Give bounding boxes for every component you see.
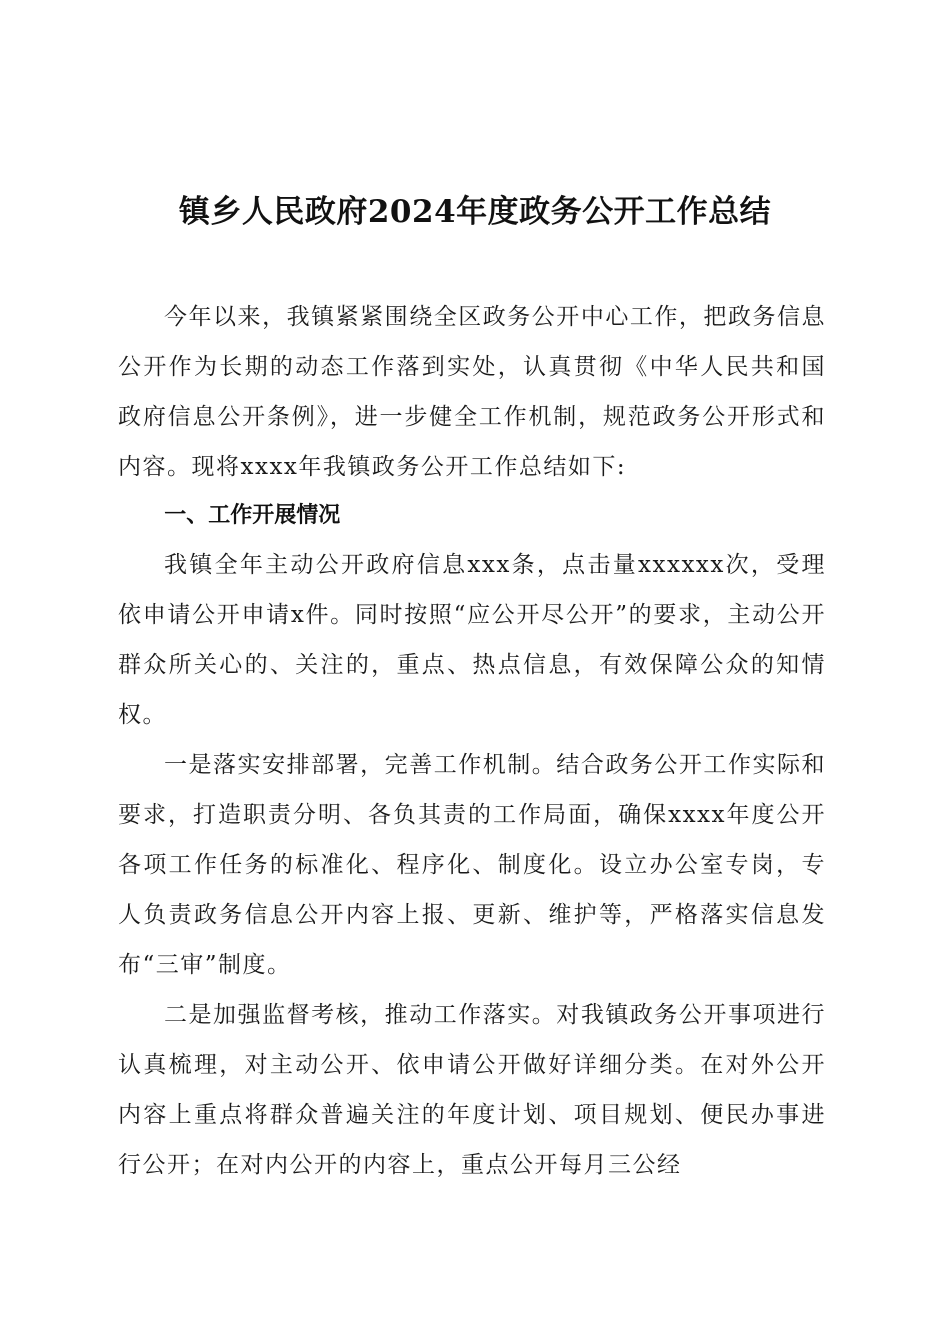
intro-paragraph: 今年以来，我镇紧紧围绕全区政务公开中心工作，把政务信息公开作为长期的动态工作落到实处，认真贯彻《中华人民共和国政府信息公开条例》，进一步健全工作机制，规范政务公开形式和内容。现将xxxx年我镇政务公开工作总结如下: bbox=[118, 304, 826, 480]
document-title: 镇乡人民政府2024年度政务公开工作总结 bbox=[178, 194, 772, 230]
section-paragraph: 一是落实安排部署，完善工作机制。结合政务公开工作实际和要求，打造职责分明、各负其责的工作局面，确保xxxx年度公开各项工作任务的标准化、程序化、制度化。设立办公室专岗，专人负责政务信息公开内容上报、更新、维护等，严格落实信息发布“三审”制度。 bbox=[118, 752, 826, 978]
section-paragraph: 我镇全年主动公开政府信息xxx条，点击量xxxxxx次，受理依申请公开申请x件。同时按照“应公开尽公开”的要求，主动公开群众所关心的、关注的，重点、热点信息，有效保障公众的知情权。 bbox=[118, 552, 826, 728]
section-paragraph: 二是加强监督考核，推动工作落实。对我镇政务公开事项进行认真梳理，对主动公开、依申请公开做好详细分类。在对外公开内容上重点将群众普遍关注的年度计划、项目规划、便民办事进行公开；在对内公开的内容上，重点公开每月三公经 bbox=[118, 1002, 826, 1178]
document-body bbox=[118, 292, 826, 1190]
section-heading: 一、工作开展情况 bbox=[164, 503, 341, 528]
